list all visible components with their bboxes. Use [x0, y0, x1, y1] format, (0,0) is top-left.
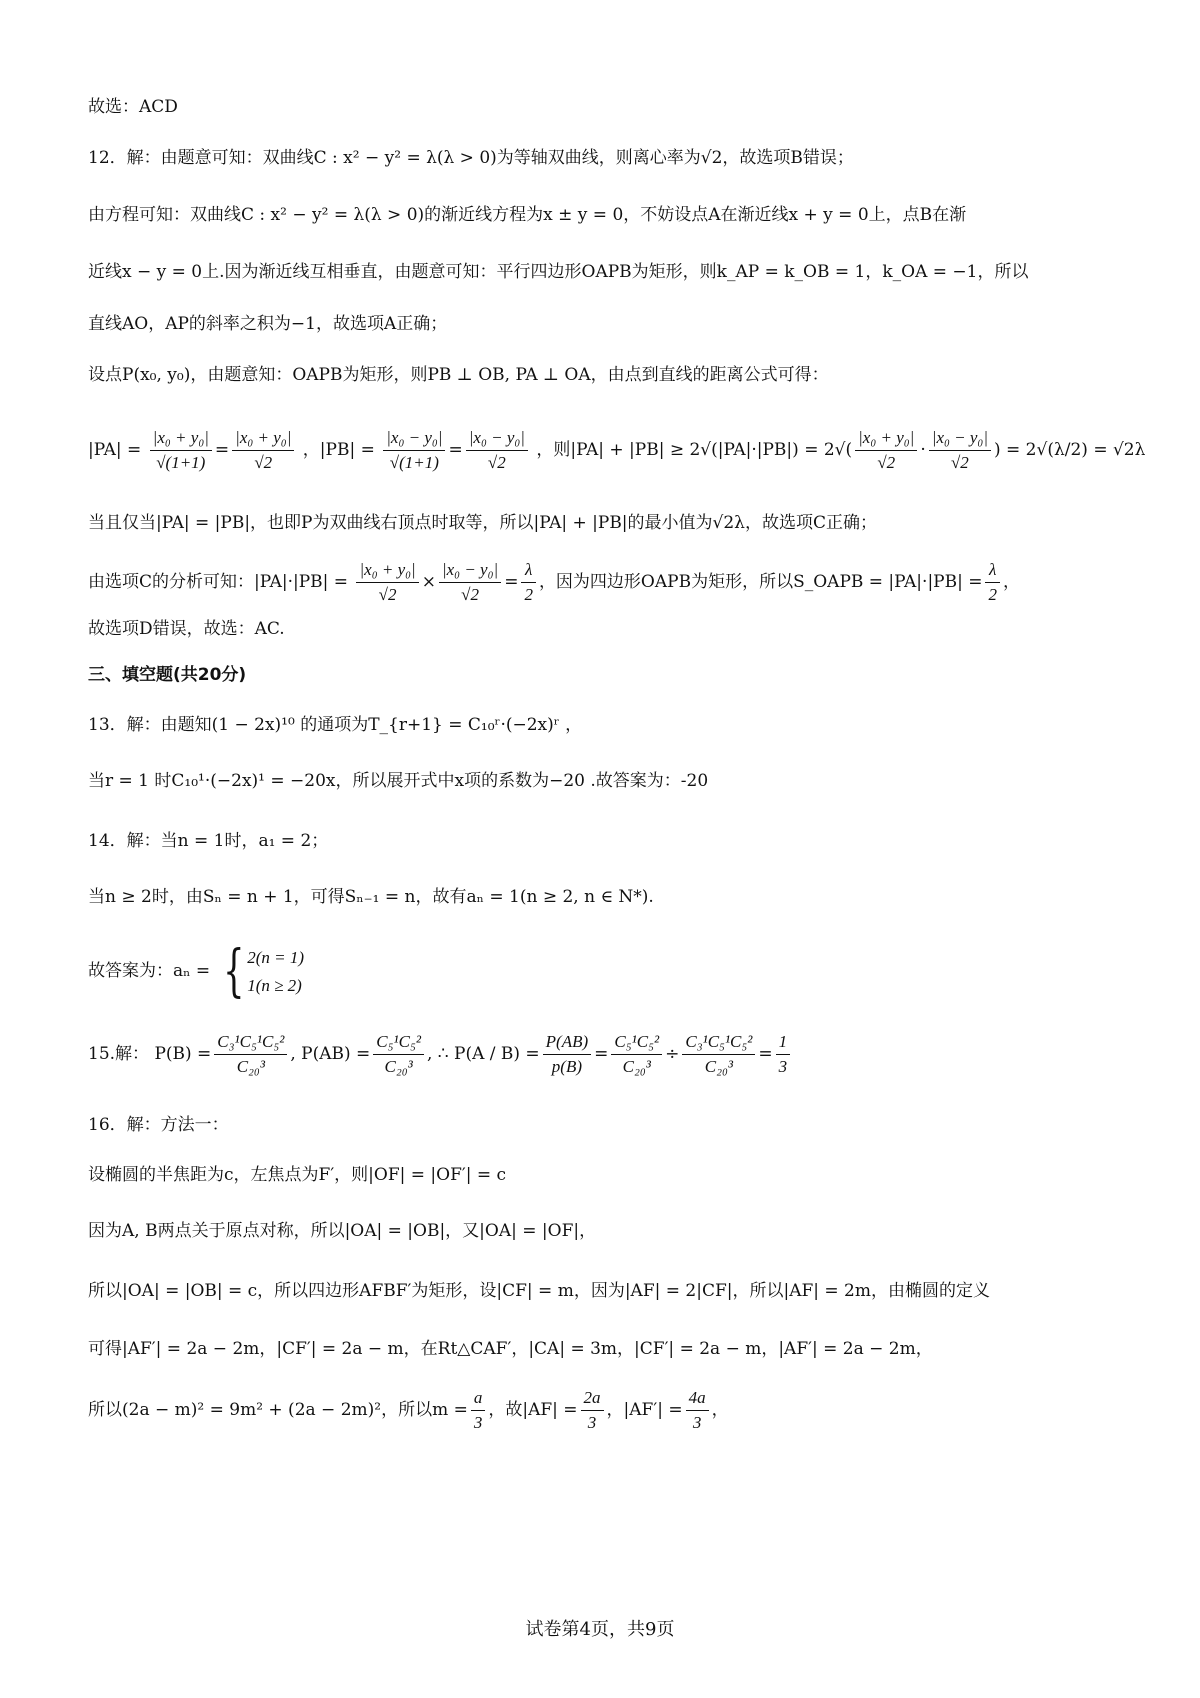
fraction: [985, 560, 1000, 605]
case-1: 2(n = 1): [247, 947, 304, 967]
fraction-denominator: 3: [587, 1413, 597, 1432]
fraction-numerator: C₃¹C₅¹C₅²: [682, 1032, 755, 1055]
text-line: 所以|OA| = |OB| = c，所以四边形AFBF′为矩形，设|CF| = m，因为|AF| = 2|CF|，所以|AF| = 2m，由椭圆的定义: [88, 1281, 990, 1301]
problem-label: 15.解：: [88, 1044, 150, 1064]
fraction: [439, 560, 501, 605]
text-line: 直线AO，AP的斜率之积为−1，故选项A正确；: [88, 314, 448, 334]
text-line: 由方程可知：双曲线C : x² − y² = λ(λ > 0)的渐近线方程为x ± y = 0，不妨设点A在渐近线x + y = 0上，点B在渐: [88, 205, 967, 225]
fraction-denominator: √(1+1): [389, 453, 439, 472]
fraction-numerator: λ: [521, 560, 536, 583]
fraction-numerator: C₅¹C₅²: [611, 1032, 662, 1055]
operator: =: [594, 1044, 609, 1064]
fraction-numerator: |x₀ + y₀|: [232, 428, 294, 451]
formula-text: ，|PB| =: [302, 440, 375, 460]
fraction-numerator: |x₀ − y₀|: [383, 428, 445, 451]
fraction-numerator: 2a: [581, 1388, 604, 1411]
fraction-numerator: P(AB): [543, 1032, 591, 1055]
formula-text: 所以(2a − m)² = 9m² + (2a − 2m)²，所以m =: [88, 1400, 468, 1420]
formula-text: ，|AF′| =: [606, 1400, 683, 1420]
formula-text: |PA| =: [88, 440, 142, 460]
fraction: [543, 1032, 591, 1077]
fraction-denominator: √2: [254, 453, 273, 472]
fraction-denominator: 3: [692, 1413, 702, 1432]
text-line: 14．解：当n = 1时，a₁ = 2；: [88, 831, 329, 851]
operator: =: [758, 1044, 773, 1064]
formula-text: ，因为四边形OAPB为矩形，所以S_OAPB = |PA|·|PB| =: [538, 572, 983, 592]
fraction: [581, 1388, 604, 1433]
cases: [247, 944, 304, 1000]
fraction-denominator: 2: [524, 585, 533, 604]
page-footer: 试卷第4页，共9页: [525, 1619, 675, 1640]
fraction: [214, 1032, 287, 1077]
text-line: 近线x − y = 0上.因为渐近线互相垂直，由题意可知：平行四边形OAPB为矩形，则k_AP = k_OB = 1，k_OA = −1，所以: [88, 262, 1029, 282]
section-heading: 三、填空题(共20分): [88, 665, 247, 685]
fraction-denominator: C₂₀³: [622, 1057, 651, 1076]
fraction-numerator: a: [471, 1388, 486, 1411]
fraction-denominator: √2: [950, 453, 969, 472]
fraction-numerator: C₃¹C₅¹C₅²: [214, 1032, 287, 1055]
formula-text: P(B) =: [154, 1044, 212, 1064]
text-line: 13．解：由题知(1 − 2x)¹⁰ 的通项为T_{r+1} = C₁₀ʳ·(−2x)ʳ ，: [88, 715, 583, 735]
fraction-numerator: |x₀ − y₀|: [439, 560, 501, 583]
fraction-denominator: p(B): [551, 1057, 583, 1076]
fraction: [466, 428, 528, 473]
fraction: [471, 1388, 486, 1433]
fraction: [356, 560, 418, 605]
formula-line: 由选项C的分析可知：|PA|·|PB| = $\frac{\text{|x₀ + y₀|}}{√2}$ × $\frac{\text{|x₀ − y₀|}}{√2}$ = $\frac{\lambda}{2}$ ，因为四边形OAPB为矩形，所以S_OAPB = |PA|·|PB| = $\frac{\lambda}{2}$ ，: [88, 560, 1020, 604]
fraction: [776, 1032, 791, 1077]
formula-text: ) = 2√(λ/2) = √2λ: [994, 440, 1146, 460]
fraction-numerator: λ: [985, 560, 1000, 583]
fraction-numerator: |x₀ + y₀|: [855, 428, 917, 451]
fraction: [373, 1032, 424, 1077]
fraction: [150, 428, 212, 473]
formula-text: 故答案为：aₙ =: [88, 961, 211, 981]
fraction-denominator: 3: [778, 1057, 788, 1076]
text-line: 12．解：由题意可知：双曲线C : x² − y² = λ(λ > 0)为等轴双曲线，则离心率为√2，故选项B错误；: [88, 148, 854, 168]
fraction-denominator: 2: [988, 585, 997, 604]
fraction: [383, 428, 445, 473]
formula-text: 由选项C的分析可知：|PA|·|PB| =: [88, 572, 349, 592]
fraction: [855, 428, 917, 473]
fraction: [611, 1032, 662, 1077]
text-line: 故选项D错误，故选：AC.: [88, 619, 285, 639]
operator: ×: [421, 572, 436, 592]
fraction: [686, 1388, 709, 1433]
fraction-numerator: C₅¹C₅²: [373, 1032, 424, 1055]
fraction: [232, 428, 294, 473]
fraction-denominator: √2: [378, 585, 397, 604]
formula-text: ，故|AF| =: [488, 1400, 578, 1420]
fraction-numerator: |x₀ − y₀|: [466, 428, 528, 451]
text-line: 当n ≥ 2时，由Sₙ = n + 1，可得Sₙ₋₁ = n，故有aₙ = 1(n ≥ 2, n ∈ N*).: [88, 887, 654, 907]
text-line: 可得|AF′| = 2a − 2m，|CF′| = 2a − m，在Rt△CAF′，|CA| = 3m，|CF′| = 2a − m，|AF′| = 2a − 2m，: [88, 1339, 933, 1359]
fraction-numerator: 4a: [686, 1388, 709, 1411]
case-2: 1(n ≥ 2): [247, 975, 302, 995]
fraction-denominator: √2: [877, 453, 896, 472]
fraction: [521, 560, 536, 605]
fraction-denominator: √2: [487, 453, 506, 472]
fraction-numerator: |x₀ + y₀|: [356, 560, 418, 583]
fraction-denominator: 3: [473, 1413, 483, 1432]
fraction: [929, 428, 991, 473]
fraction-denominator: C₂₀³: [384, 1057, 413, 1076]
text-line: 当r = 1 时C₁₀¹·(−2x)¹ = −20x，所以展开式中x项的系数为−20 .故答案为：-20: [88, 771, 709, 791]
fraction-numerator: |x₀ − y₀|: [929, 428, 991, 451]
fraction-denominator: √(1+1): [156, 453, 206, 472]
operator: ÷: [665, 1044, 680, 1064]
text-line: 16．解：方法一：: [88, 1115, 229, 1135]
text-line: 因为A, B两点关于原点对称，所以|OA| = |OB|，又|OA| = |OF|，: [88, 1221, 597, 1241]
text-line: 当且仅当|PA| = |PB|，也即P为双曲线右顶点时取等，所以|PA| + |PB|的最小值为√2λ，故选项C正确；: [88, 513, 877, 533]
formula-text: ，: [711, 1400, 729, 1420]
fraction-denominator: √2: [461, 585, 479, 604]
formula-line: |PA| = $\frac{\text{|x₀ + y₀|}}{√(1+1)}$ = $\frac{\text{|x₀ + y₀|}}{√2}$ ，|PB| = $\frac{\text{|x₀ − y₀|}}{√(1+1)}$ = $\frac{\text{|x₀ − y₀|}}{√2}$ ，则|PA| + |PB| ≥ 2√(|PA|·|PB|) = 2√( $\frac{\text{|x₀ + y₀|}}{√2}$ · $\frac{\text{|x₀ − y₀|}}{√2}$ ) = 2√(λ/2) = √2λ: [88, 428, 1146, 472]
fraction-denominator: C₂₀³: [236, 1057, 265, 1076]
text-line: 设椭圆的半焦距为c，左焦点为F′，则|OF| = |OF′| = c: [88, 1165, 507, 1185]
formula-text: ，则|PA| + |PB| ≥ 2√(|PA|·|PB|) = 2√(: [536, 440, 853, 460]
formula-line: [88, 1024, 1120, 1084]
text-line: 设点P(x₀, y₀)，由题意知：OAPB为矩形，则PB ⊥ OB, PA ⊥ OA，由点到直线的距离公式可得：: [88, 365, 829, 385]
fraction-numerator: |x₀ + y₀|: [150, 428, 212, 451]
left-brace-icon: {: [222, 938, 245, 1004]
text-line: 故选：ACD: [88, 97, 178, 117]
fraction-denominator: C₂₀³: [704, 1057, 734, 1076]
formula-text: , P(AB) =: [290, 1044, 371, 1064]
formula-line: [88, 1380, 1120, 1440]
formula-line: [88, 938, 1120, 1004]
formula-text: , ∴ P(A / B) =: [426, 1044, 540, 1064]
fraction: [682, 1032, 755, 1077]
fraction-numerator: 1: [776, 1032, 791, 1055]
